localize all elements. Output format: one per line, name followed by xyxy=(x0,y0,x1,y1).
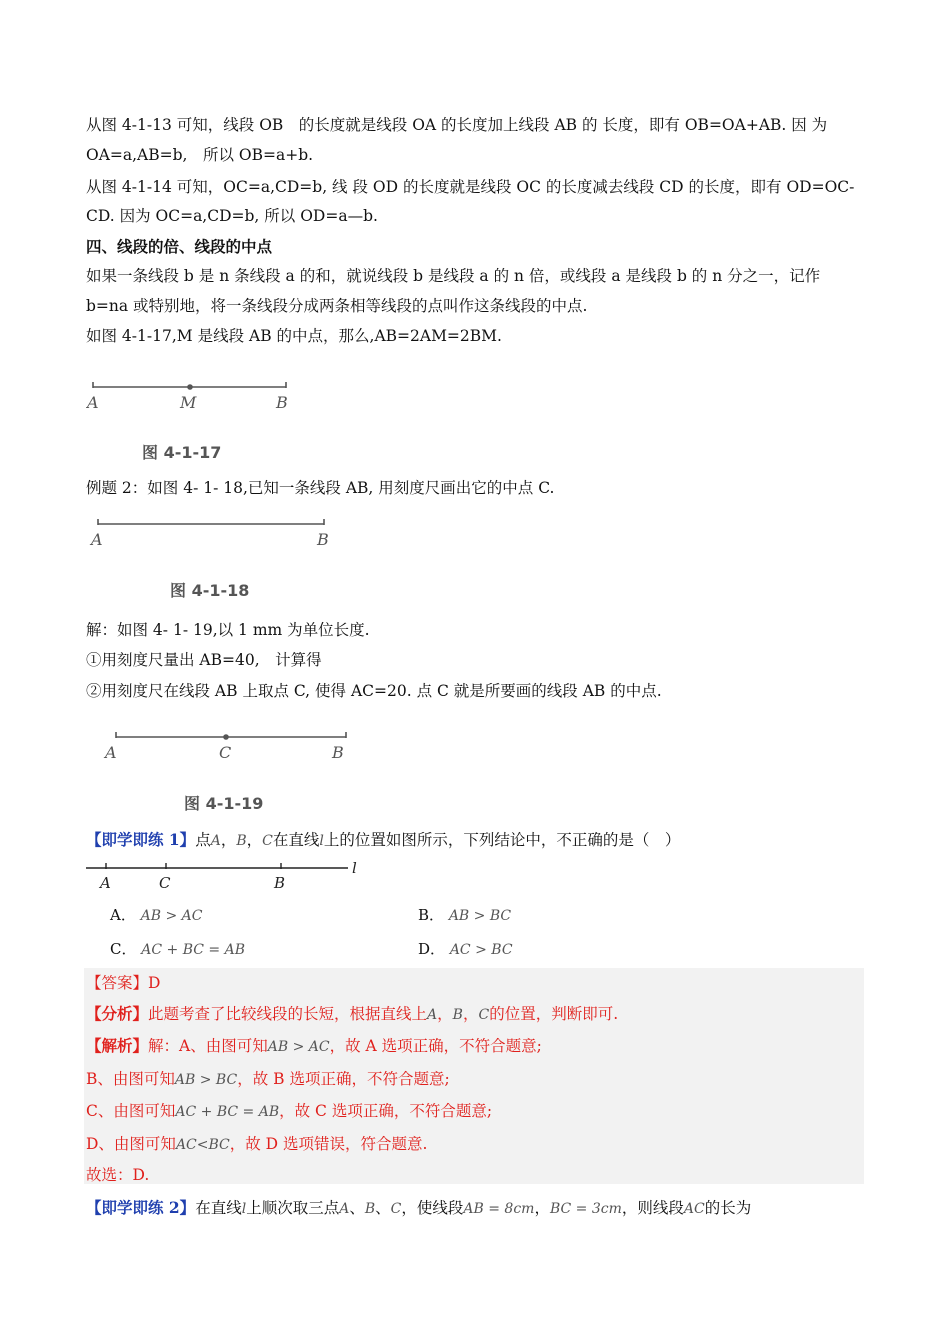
final-answer: 故选：D. xyxy=(86,1166,150,1184)
analysis-tag: 【分析】 xyxy=(86,1004,149,1023)
point-label-c: C xyxy=(219,743,232,762)
option-label: A． xyxy=(110,906,136,924)
comma: ， xyxy=(220,831,237,849)
math-a: A xyxy=(339,1201,350,1217)
point-label-b: B xyxy=(274,874,286,892)
practice-tag: 【即学即练 2】 xyxy=(86,1198,196,1217)
explain-text: ，故 B 选项正确，不符合题意; xyxy=(237,1070,450,1088)
line-label-l: l xyxy=(352,859,357,877)
paragraph-line: b=na 或特别地，将一条线段分成两条相等线段的点叫作这条线段的中点. xyxy=(86,297,588,315)
question-text: 在直线 xyxy=(195,1199,242,1217)
explain-line xyxy=(86,1134,427,1155)
math-expr: AB = 8cm xyxy=(463,1201,535,1217)
answer-line xyxy=(86,973,160,993)
option-math: AB > AC xyxy=(140,908,203,924)
explain-text: C、由图可知 xyxy=(86,1102,176,1120)
point-label-c: C xyxy=(159,874,171,892)
analysis-text: 此题考查了比较线段的长短，根据直线上 xyxy=(148,1005,428,1023)
explain-line xyxy=(86,1069,450,1090)
point-label-a: A xyxy=(87,393,99,412)
point-label-m: M xyxy=(180,393,197,412)
solution-line: ①用刻度尺量出 AB=40, 计算得 xyxy=(86,651,322,669)
figure-caption: 图 4-1-17 xyxy=(142,443,222,462)
math-l: l xyxy=(319,833,324,849)
analysis-line: 【分析】此题考查了比较线段的长短，根据直线上A，B，C的位置，判断即可. xyxy=(86,1004,619,1023)
explain-text: ，故 A 选项正确，不符合题意; xyxy=(329,1037,542,1055)
math-expr: AC<BC xyxy=(175,1137,230,1153)
figure-caption: 图 4-1-19 xyxy=(184,794,264,813)
explain-line xyxy=(86,1101,492,1122)
math-a: A xyxy=(210,833,221,849)
option-label: D． xyxy=(418,940,446,958)
explain-text: ，故 D 选项错误，符合题意. xyxy=(229,1135,428,1153)
point-label-b: B xyxy=(332,743,344,762)
explain-text: ，故 C 选项正确，不符合题意; xyxy=(279,1102,493,1120)
math-c: C xyxy=(478,1007,490,1023)
math-expr: BC = 3cm xyxy=(549,1201,622,1217)
explain-tag: 【解析】 xyxy=(86,1036,149,1055)
math-b: B xyxy=(364,1201,376,1217)
paragraph-line: CD. 因为 OC=a,CD=b, 所以 OD=a—b. xyxy=(86,207,378,225)
option-math: AC + BC = AB xyxy=(141,942,246,958)
practice-1-line-figure xyxy=(86,858,376,894)
practice-1-question xyxy=(86,830,680,851)
question-text: 的长为 xyxy=(704,1199,752,1217)
math-expr: AC + BC = AB xyxy=(175,1104,280,1120)
explain-text: D、由图可知 xyxy=(86,1135,176,1153)
option-d[interactable] xyxy=(418,939,513,960)
option-b[interactable] xyxy=(418,905,511,926)
question-text: 上的位置如图所示，下列结论中，不正确的是（ ） xyxy=(323,831,681,849)
answer-value: D xyxy=(148,974,161,992)
math-b: B xyxy=(452,1007,463,1023)
math-c: C xyxy=(262,833,273,849)
point-label-b: B xyxy=(317,530,329,549)
practice-tag: 【即学即练 1】 xyxy=(86,830,196,849)
question-text: 上顺次取三点 xyxy=(246,1199,340,1217)
math-expr: AB > AC xyxy=(267,1039,330,1055)
math-expr: AC xyxy=(683,1201,705,1217)
comma: ， xyxy=(246,831,263,849)
option-math: AC > BC xyxy=(449,942,513,958)
math-expr: AB > BC xyxy=(174,1072,238,1088)
option-label: B． xyxy=(418,906,445,924)
section-heading: 四、线段的倍、线段的中点 xyxy=(86,238,273,256)
solution-line: ②用刻度尺在线段 AB 上取点 C, 使得 AC=20. 点 C 就是所要画的线段 AB 的中点. xyxy=(86,682,662,700)
practice-2-question: 【即学即练 2】在直线l上顺次取三点A、B、C，使线段AB = 8cm，BC = 3cm，则线段AC的长为 xyxy=(86,1198,752,1217)
option-label: C． xyxy=(110,940,137,958)
math-b: B xyxy=(236,833,247,849)
explain-text: 解：A、由图可知 xyxy=(148,1037,268,1055)
math-l: l xyxy=(241,1201,247,1217)
question-text: 在直线 xyxy=(272,831,320,849)
math-c: C xyxy=(390,1201,402,1217)
figure-4-1-19 xyxy=(96,727,356,817)
paragraph-line: 如图 4-1-17,M 是线段 AB 的中点，那么,AB=2AM=2BM. xyxy=(86,327,502,345)
option-math: AB > BC xyxy=(448,908,512,924)
example-text: 例题 2：如图 4- 1- 18,已知一条线段 AB, 用刻度尺画出它的中点 C. xyxy=(86,479,555,497)
solution-line: 解：如图 4- 1- 19,以 1 mm 为单位长度. xyxy=(86,621,370,639)
point-label-b: B xyxy=(276,393,288,412)
paragraph-line: 从图 4-1-14 可知，OC=a,CD=b, 线 段 OD 的长度就是线段 OC 的长度减去线段 CD 的长度，即有 OD=OC- xyxy=(86,178,855,196)
question-text: 点 xyxy=(195,831,211,849)
paragraph-line: 从图 4-1-13 可知，线段 OB 的长度就是线段 OA 的长度加上线段 AB 的 长度，即有 OB=OA+AB. 因 为 xyxy=(86,116,828,134)
point-label-a: A xyxy=(100,874,111,892)
paragraph-line: 如果一条线段 b 是 n 条线段 a 的和，就说线段 b 是线段 a 的 n 倍，或线段 a 是线段 b 的 n 分之一，记作 xyxy=(86,267,821,285)
answer-tag: 【答案】 xyxy=(86,974,149,992)
explain-text: B、由图可知 xyxy=(86,1070,175,1088)
question-text: ，则线段 xyxy=(621,1199,684,1217)
option-a[interactable] xyxy=(110,905,202,926)
analysis-text: 的位置，判断即可. xyxy=(489,1005,619,1023)
figure-caption: 图 4-1-18 xyxy=(170,581,250,600)
option-c[interactable] xyxy=(110,939,245,960)
explain-line xyxy=(86,1036,542,1057)
point-label-a: A xyxy=(91,530,103,549)
point-label-a: A xyxy=(105,743,117,762)
math-a: A xyxy=(427,1007,438,1023)
figure-4-1-17 xyxy=(86,374,306,469)
question-text: ，使线段 xyxy=(401,1199,464,1217)
figure-4-1-18 xyxy=(86,512,346,607)
paragraph-line: OA=a,AB=b, 所以 OB=a+b. xyxy=(86,146,314,164)
